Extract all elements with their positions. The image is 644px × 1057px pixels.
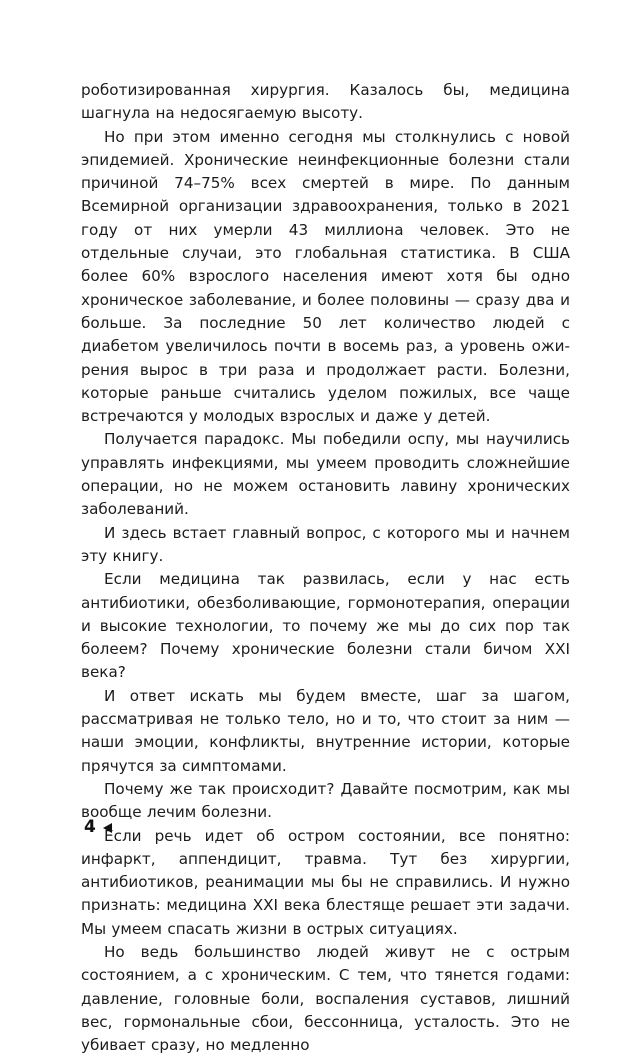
- paragraph: И здесь встает главный вопрос, с которого мы и начнем эту книгу.: [81, 523, 570, 565]
- paragraph: роботизированная хирургия. Казалось бы, медицина шагнула на недосягаемую высоту.: [81, 81, 570, 123]
- left-triangle-icon: [103, 823, 112, 833]
- page-number: 4: [84, 817, 96, 837]
- body-text: [81, 79, 570, 1057]
- paragraph: И ответ искать мы будем вместе, шаг за шагом, рассматривая не только тело, но и то, что стоит за ним — наши эмоции, конфликты, внутренние истории, которые прячутся за симптомами.: [81, 686, 570, 775]
- paragraph: Если речь идет об остром состоянии, все понятно: инфаркт, аппендицит, травма. Тут без хирургии, антибиотиков, реанимации мы бы не справились. И нужно признать: медицина XXI века блестяще решает эти задачи. Мы умеем спасать жизни в острых ситуациях.: [81, 826, 570, 938]
- paragraph: Но ведь большинство людей живут не с острым состоянием, а с хроническим. С тем, что тянется годами: давление, головные боли, воспаления суставов, лишний вес, гормональные сбои, бессонница, усталость. Это не убивает сразу, но медленно: [81, 942, 570, 1055]
- paragraph: Если медицина так развилась, если у нас есть антибиотики, обезболивающие, гормонотерапия, операции и высокие технологии, то почему же мы до сих пор так болеем? Почему хронические болезни стали бичом XXI века?: [81, 570, 570, 682]
- paragraph: Почему же так происходит? Давайте посмотрим, как мы вообще лечим болезни.: [81, 779, 570, 822]
- paragraph: Получается парадокс. Мы победили оспу, мы научились управлять инфекциями, мы умеем проводить сложнейшие операции, но не можем остановить лавину хронических заболеваний.: [81, 430, 570, 519]
- paragraph: Но при этом именно сегодня мы столкнулись с новой эпидемией. Хронические неинфекционные болезни стали причиной 74–75% всех смертей в мире. По данным Всемирной организации здравоохранения, только в 2021 году от них умерли 43 миллиона человек. Это не отдельные случаи, это глобальная статистика. В США более 60% взрослого населения имеют хотя бы одно хроническое заболевание, и более половины — сразу два и больше. За последние 50 лет количество людей с диабетом увеличилось почти в восемь раз, а уровень ожирения вырос в три раза и продолжает расти. Болезни, которые раньше считались уделом пожилых, все чаще встречаются у молодых взрослых и даже у детей.: [81, 127, 570, 426]
- page-footer: [84, 819, 112, 836]
